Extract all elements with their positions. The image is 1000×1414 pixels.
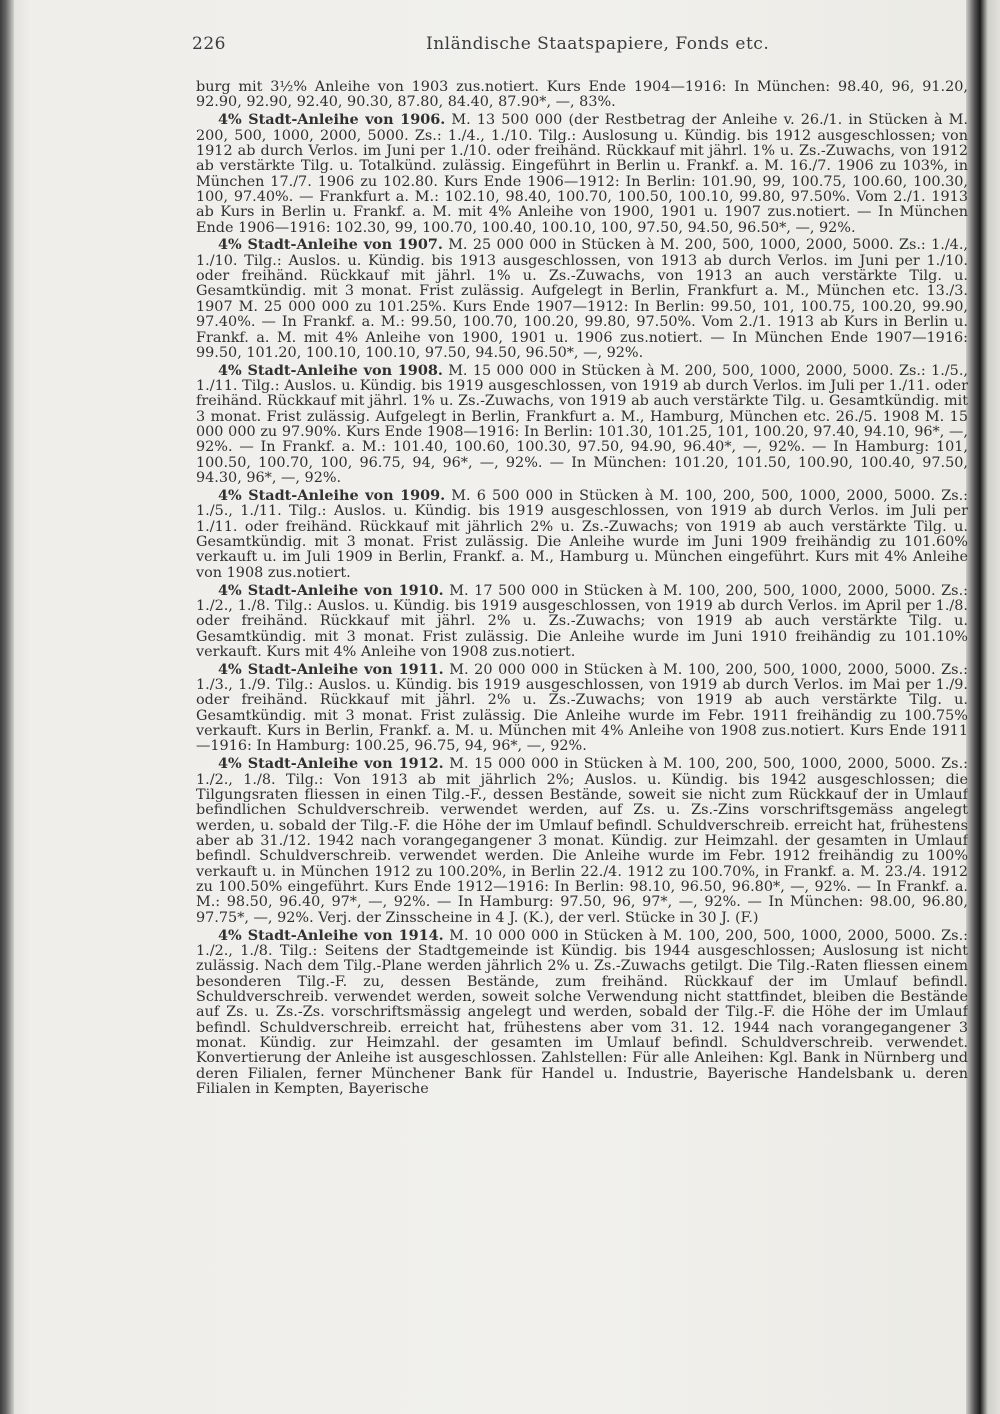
binding-shadow [0,0,14,1414]
paragraph-text: M. 13 500 000 (der Restbetrag der Anleihe v. 26./1. in Stücken à M. 200, 500, 1000, 2000, 5000. Zs.: 1./4., 1./10. Tilg.: Auslosung u. Kündig. bis 1912 ausgeschlossen; von 1912 ab durch Verlos. im Juni per 1./10. oder freihänd. Rückkauf mit jährl. 1% u. Zs.-Zuwachs, von 1912 ab verstärkte Tilg. u. Totalkünd. zulässig. Eingeführt in Berlin u. Frankf. a. M. 16./7. 1906 zu 103%, in München 17./7. 1906 zu 102.80. Kurs Ende 1906—1912: In Berlin: 101.90, 99, 100.75, 100.60, 100.30, 100, 97.40%. — Frankfurt a. M.: 102.10, 98.40, 100.70, 100.50, 100.10, 99.80, 97.50%. Vom 2./1. 1913 ab Kurs in Berlin u. Frankf. a. M. mit 4% Anleihe von 1900, 1901 u. 1907 zus.notiert. — In München Ende 1906—1916: 102.30, 99, 100.70, 100.40, 100.10, 100, 97.50, 94.50, 96.50*, —, 92%. [196,112,968,236]
paragraph [196,662,968,755]
paragraph [196,237,968,361]
paragraph-text: M. 17 500 000 in Stücken à M. 100, 200, 500, 1000, 2000, 5000. Zs.: 1./2., 1./8. Tilg.: Auslos. u. Kündig. bis 1919 ausgeschlossen, von 1919 ab durch Verlos. im April per 1./8. oder freihänd. Rückkauf mit jährl. 2% u. Zs.-Zuwachs; von 1919 ab auch verstärkte Tilg. u. Gesamtkündig. mit 3 monat. Frist zulässig. Die Anleihe wurde im Juni 1910 freihändig zu 101.10% verkauft. Kurs mit 4% Anleihe von 1908 zus.notiert. [196,582,968,660]
paragraph-text: M. 10 000 000 in Stücken à M. 100, 200, 500, 1000, 2000, 5000. Zs.: 1./2., 1./8. Tilg.: Seitens der Stadtgemeinde ist Kündig. bis 1944 ausgeschlossen; Auslosung ist nicht zulässig. Nach dem Tilg.-Plane werden jährlich 2% u. Zs.-Zuwachs getilgt. Die Tilg.-Raten fliessen einem besonderen Tilg.-F. zu, dessen Bestände, zum freihänd. Rückkauf der im Umlauf befindl. Schuldverschreib. verwendet werden, soweit solche Verwendung nicht stattfindet, bleiben die Bestände auf Zs. u. Zs.-Zs. vorschriftsmässig angelegt und werden, sobald der Tilg.-F. die Höhe der im Umlauf befindl. Schuldverschreib. erreicht hat, frühestens aber vom 31. 12. 1944 nach vorangegangener 3 monat. Kündig. zur Heimzahl. der gesamten im Umlauf befindl. Schuldverschreib. verwendet. Konvertierung der Anleihe ist ausgeschlossen. Zahlstellen: Für alle Anleihen: Kgl. Bank in Nürnberg und deren Filialen, ferner Münchener Bank für Handel u. Industrie, Bayerische Handelsbank u. deren Filialen in Kempten, Bayerische [196,927,968,1097]
paragraph-text: M. 15 000 000 in Stücken à M. 100, 200, 500, 1000, 2000, 5000. Zs.: 1./2., 1./8. Tilg.: Von 1913 ab mit jährlich 2%; Auslos. u. Kündig. bis 1942 ausgeschlossen; die Tilgungsraten fliessen in einen Tilg.-F., dessen Bestände, soweit sie nicht zum Rückkauf der in Umlauf befindlichen Schuldverschreib. verwendet werden, auf Zs. u. Zs.-Zins vorschriftsgemäss angelegt werden, u. sobald der Tilg.-F. die Höhe der im Umlauf befindl. Schuldverschreib. erreicht hat, frühestens aber ab 31./12. 1942 nach vorangegangener 3 monat. Kündig. zur Heimzahl. der gesamten in Umlauf befindl. Schuldverschreib. verwendet werden. Die Anleihe wurde im Febr. 1912 freihändig zu 100% verkauft u. in München 1912 zu 100.20%, in Berlin 22./4. 1912 zu 100.70%, in Frankf. a. M. 23./4. 1912 zu 100.50% eingeführt. Kurs Ende 1912—1916: In Berlin: 98.10, 96.50, 96.80*, —, 92%. — In Frankf. a. M.: 98.50, 96.40, 97*, —, 92%. — In Hamburg: 97.50, 96, 97*, —, 92%. — In München: 98.00, 96.80, 97.75*, —, 92%. Verj. der Zinsscheine in 4 J. (K.), der verl. Stücke in 30 J. (F.) [196,756,968,926]
loan-heading: 4% Stadt-Anleihe von 1910. [218,581,444,599]
paragraph-text: M. 15 000 000 in Stücken à M. 200, 500, 1000, 2000, 5000. Zs.: 1./5., 1./11. Tilg.: Auslos. u. Kündig. bis 1919 ausgeschlossen, von 1919 ab durch Verlos. im Juli per 1./11. oder freihänd. Rückkauf mit jährl. 1% u. Zs.-Zuwachs, von 1919 ab auch verstärkte Tilg. u. Gesamtkündig. mit 3 monat. Frist zulässig. Aufgelegt in Berlin, Frankfurt a. M., Hamburg, München etc. 26./5. 1908 M. 15 000 000 zu 97.90%. Kurs Ende 1908—1916: In Berlin: 101.30, 101.25, 101, 100.20, 97.40, 94.10, 96*, —, 92%. — In Frankf. a. M.: 101.40, 100.60, 100.30, 97.50, 94.90, 96.40*, —, 92%. — In Hamburg: 101, 100.50, 100.70, 100, 96.75, 94, 96*, —, 92%. — In München: 101.20, 101.50, 100.90, 100.40, 97.50, 94.30, 96*, —, 92%. [196,362,968,487]
loan-heading: 4% Stadt-Anleihe von 1912. [218,755,444,773]
loan-heading: 4% Stadt-Anleihe von 1908. [218,361,443,379]
paragraph [196,756,968,926]
paragraph [196,80,968,111]
paragraph-text: M. 25 000 000 in Stücken à M. 200, 500, 1000, 2000, 5000. Zs.: 1./4., 1./10. Tilg.: Auslos. u. Kündig. bis 1913 ausgeschlossen, von 1913 ab durch Verlos. im Juni per 1./10. oder freihänd. Rückkauf mit jährl. 1% u. Zs.-Zuwachs, von 1913 an auch verstärkte Tilg. u. Gesamtkündig. mit 3 monat. Frist zulässig. Aufgelegt in Berlin, Frankfurt a. M., München etc. 13./3. 1907 M. 25 000 000 zu 101.25%. Kurs Ende 1907—1912: In Berlin: 99.50, 101, 100.75, 100.20, 99.90, 97.40%. — In Frankf. a. M.: 99.50, 100.70, 100.20, 99.80, 97.50%. Vom 2./1. 1913 ab Kurs in Berlin u. Frankf. a. M. mit 4% Anleihe von 1900, 1901 u. 1906 zus.notiert. — In München Ende 1907—1916: 99.50, 101.20, 100.10, 100.10, 97.50, 94.50, 96.50*, —, 92%. [196,237,968,361]
paragraph [196,363,968,487]
body-text [196,80,968,1099]
paragraph-text: M. 6 500 000 in Stücken à M. 100, 200, 500, 1000, 2000, 5000. Zs.: 1./5., 1./11. Tilg.: Auslos. u. Kündig. bis 1919 ausgeschlossen, von 1919 ab durch Verlos. im Juli per 1./11. oder freihänd. Rückkauf mit jährlich 2% u. Zs.-Zuwachs; von 1919 ab auch verstärkte Tilg. u. Gesamtkündig. mit 3 monat. Frist zulässig. Die Anleihe wurde im Juni 1909 freihändig zu 101.60% verkauft u. im Juli 1909 in Berlin, Frankf. a. M., Hamburg u. München eingeführt. Kurs mit 4% Anleihe von 1908 zus.notiert. [196,487,968,581]
loan-heading: 4% Stadt-Anleihe von 1906. [218,111,446,129]
paragraph-text: burg mit 3½% Anleihe von 1903 zus.notiert. Kurs Ende 1904—1916: In München: 98.40, 96, 91.20, 92.90, 92.90, 92.40, 90.30, 87.80, 84.40, 87.90*, —, 83%. [196,80,968,111]
loan-heading: 4% Stadt-Anleihe von 1911. [218,660,444,678]
loan-heading: 4% Stadt-Anleihe von 1907. [218,236,443,254]
page-number: 226 [192,34,226,54]
paragraph [196,583,968,661]
paragraph [196,928,968,1098]
paragraph [196,112,968,236]
loan-heading: 4% Stadt-Anleihe von 1909. [218,486,446,504]
running-title: Inländische Staatspapiere, Fonds etc. [426,34,770,54]
paragraph [196,488,968,581]
adjacent-page-edge [966,0,1000,1414]
paragraph-text: M. 20 000 000 in Stücken à M. 100, 200, 500, 1000, 2000, 5000. Zs.: 1./3., 1./9. Tilg.: Auslos. u. Kündig. bis 1919 ausgeschlossen, von 1919 ab durch Verlos. im Mai per 1./9. oder freihänd. Rückkauf mit jährl. 2% u. Zs.-Zuwachs; von 1919 ab auch verstärkte Tilg. u. Gesamtkündig. mit 3 monat. Frist zulässig. Die Anleihe wurde im Febr. 1911 freihändig zu 100.75% verkauft. Kurs in Berlin, Frankf. a. M. u. München mit 4% Anleihe von 1908 zus.notiert. Kurs Ende 1911—1916: In Hamburg: 100.25, 96.75, 94, 96*, —, 92%. [196,661,968,755]
loan-heading: 4% Stadt-Anleihe von 1914. [218,926,444,944]
